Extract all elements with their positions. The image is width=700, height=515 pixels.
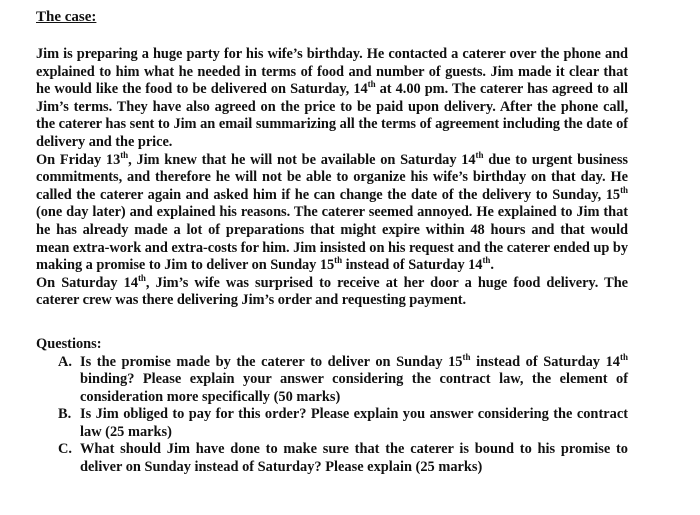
ordinal-suffix: th [137, 272, 146, 283]
ordinal-suffix: th [334, 255, 343, 266]
question-letter: B. [58, 406, 72, 423]
questions-heading: Questions: [36, 335, 102, 352]
question-item-c [36, 441, 628, 476]
ordinal-suffix: th [367, 79, 376, 90]
ordinal-suffix: th [475, 149, 484, 160]
ordinal-suffix: th [120, 149, 129, 160]
case-heading: The case: [36, 9, 97, 25]
question-item-a [36, 351, 628, 407]
case-paragraph-2: On Friday 13th, Jim knew that he will not be available on Saturday 14th due to urgent business commitments, and therefore he will not be able to organize his wife’s birthday on that day. He called the caterer again and asked him if he can change the date of the delivery to Sunday, 15th (one day later) and explained his reasons. The caterer seemed annoyed. He explained to Jim that he has already made a lot of preparations that might expire within 48 hours and that would mean extra-work and extra-costs for him. Jim insisted on his request and the caterer ended up by making a promise to Jim to deliver on Sunday 15th instead of Saturday 14th. [36, 149, 628, 274]
question-item-b [36, 406, 628, 441]
case-body [36, 46, 628, 310]
case-paragraph-3: On Saturday 14th, Jim’s wife was surprised to receive at her door a huge food delivery. The caterer crew was there delivering Jim’s order and requesting payment. [36, 272, 629, 309]
ordinal-suffix: th [620, 184, 628, 195]
questions-list [36, 351, 628, 477]
question-text: Is the promise made by the caterer to deliver on Sunday 15th instead of Saturday 14th binding? Please explain your answer considering the contract law, the element of consideration more specifically (50 marks) [80, 351, 628, 405]
case-paragraph-1: Jim is preparing a huge party for his wife’s birthday. He contacted a caterer over the phone and explained to him what he needed in terms of food and number of guests. Jim made it clear that he would like the food to be delivered on Saturday, 14th at 4.00 pm. The caterer has agreed to all Jim’s terms. They have also agreed on the price to be paid upon delivery. After the phone call, the caterer has sent to Jim an email summarizing all the terms of agreement including the date of delivery and the price. [36, 46, 628, 150]
ordinal-suffix: th [482, 255, 491, 266]
ordinal-suffix: th [462, 351, 471, 362]
question-letter: A. [58, 353, 72, 370]
question-letter: C. [58, 441, 72, 458]
question-text: Is Jim obliged to pay for this order? Please explain you answer considering the contract law (25 marks) [80, 406, 628, 440]
ordinal-suffix: th [619, 351, 628, 362]
question-text: What should Jim have done to make sure that the caterer is bound to his promise to deliver on Sunday instead of Saturday? Please explain (25 marks) [80, 441, 628, 476]
case-document [36, 8, 628, 477]
